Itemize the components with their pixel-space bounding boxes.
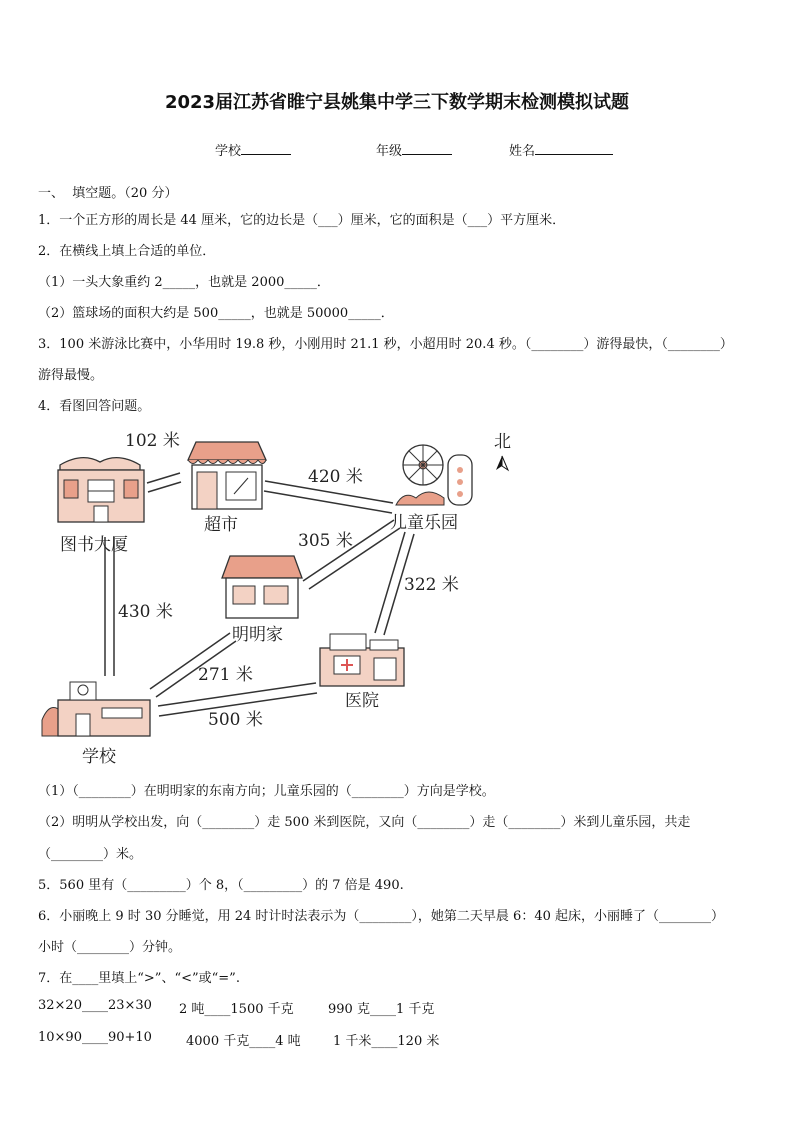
library-building: [58, 458, 144, 522]
question-4-part-2-line-2: （________）米。: [38, 847, 143, 862]
question-4-part-1: （1）（________）在明明家的东南方向；儿童乐园的（________）方向是学校。: [38, 784, 495, 799]
question-2-part-2: （2）篮球场的面积大约是 500_____，也就是 50000_____．: [38, 306, 394, 321]
distance-library-school: 430 米: [118, 602, 173, 622]
distance-supermarket-park: 420 米: [308, 467, 363, 487]
q7-item-3: 990 克____1 千克: [328, 1002, 435, 1017]
distance-park-hospital: 322 米: [404, 575, 459, 595]
road-library-supermarket: [147, 473, 181, 492]
question-6-line-1: 6．小丽晚上 9 时 30 分睡觉，用 24 时计时法表示为（________），她第二天早晨 6：40 起床，小丽睡了（________）: [38, 909, 724, 924]
supermarket-building: [188, 442, 266, 509]
road-library-school: [105, 537, 114, 676]
label-park: 儿童乐园: [390, 513, 458, 533]
question-7: 7．在____里填上“>”、“<”或“=”.: [38, 971, 240, 986]
distance-home-park: 305 米: [298, 531, 353, 551]
q7-item-4: 10×90____90+10: [38, 1030, 152, 1045]
name-label: 姓名: [509, 144, 536, 159]
question-3-line-2: 游得最慢。: [38, 368, 104, 383]
question-2: 2．在横线上填上合适的单位．: [38, 244, 216, 259]
distance-school-hospital: 500 米: [208, 710, 263, 730]
label-library: 图书大厦: [60, 535, 128, 555]
distance-library-supermarket: 102 米: [125, 431, 180, 451]
home-building: [222, 556, 302, 618]
distance-school-home: 271 米: [198, 665, 253, 685]
label-supermarket: 超市: [204, 515, 238, 535]
q7-item-5: 4000 千克____4 吨: [186, 1034, 301, 1049]
label-school: 学校: [82, 747, 116, 767]
question-2-part-1: （1）一头大象重约 2_____，也就是 2000_____．: [38, 275, 330, 290]
label-home: 明明家: [232, 625, 283, 645]
park-building: [396, 445, 472, 505]
question-4: 4．看图回答问题。: [38, 399, 151, 414]
q7-item-2: 2 吨____1500 千克: [179, 1002, 294, 1017]
question-3-line-1: 3．100 米游泳比赛中，小华用时 19.8 秒，小刚用时 21.1 秒，小超用时 20.4 秒。（________）游得最快，（________）: [38, 337, 733, 352]
school-building: [42, 682, 150, 736]
school-label: 学校: [215, 144, 242, 159]
hospital-building: [320, 634, 404, 686]
page-title: 2023届江苏省睢宁县姚集中学三下数学期末检测模拟试题: [164, 92, 630, 113]
question-6-line-2: 小时（________）分钟。: [38, 940, 182, 955]
q7-item-6: 1 千米____120 米: [333, 1034, 440, 1049]
grade-label: 年级: [376, 144, 403, 159]
question-5: 5．560 里有（_________）个 8，（_________）的 7 倍是 490.: [38, 878, 404, 893]
north-label: 北: [494, 432, 511, 452]
question-1: 1．一个正方形的周长是 44 厘米，它的边长是（___）厘米，它的面积是（___）平方厘米．: [38, 213, 566, 228]
section-heading: 一、 填空题。（20 分）: [38, 186, 178, 201]
q7-item-1: 32×20____23×30: [38, 998, 152, 1013]
question-4-part-2-line-1: （2）明明从学校出发，向（________）走 500 米到医院，又向（________）走（________）米到儿童乐园，共走: [38, 815, 691, 830]
north-indicator: [496, 456, 508, 470]
label-hospital: 医院: [345, 691, 379, 711]
